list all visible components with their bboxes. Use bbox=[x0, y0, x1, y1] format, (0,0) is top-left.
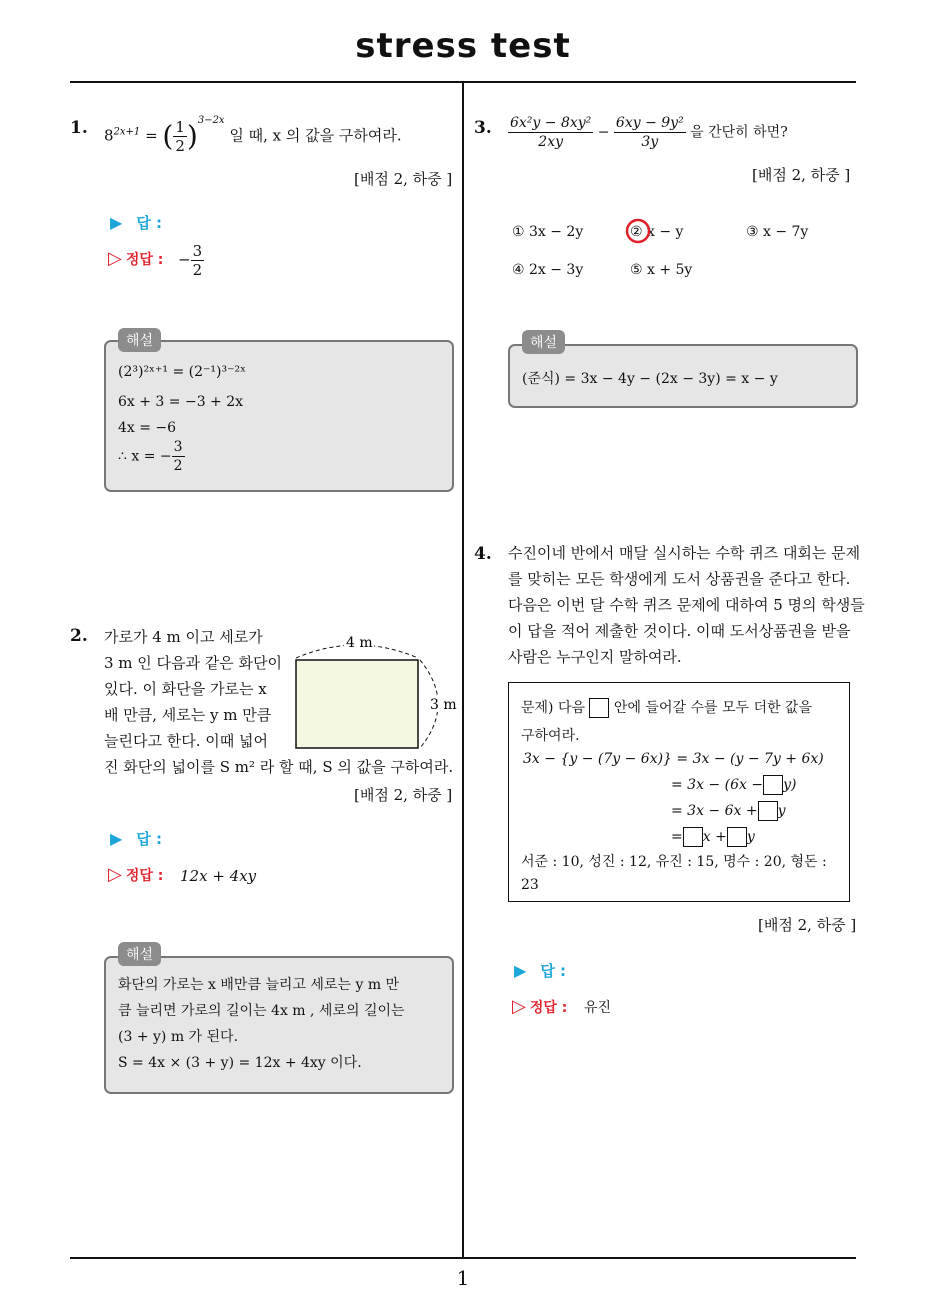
exp-q2-line-2: 큼 늘리면 가로의 길이는 4x m , 세로의 길이는 bbox=[118, 1003, 405, 1019]
exp-q1-line-2: 6x + 3 = −3 + 2x bbox=[118, 394, 244, 410]
problem-box bbox=[508, 682, 850, 902]
explanation-tag-q2: 해설 bbox=[118, 942, 161, 966]
outline-triangle-icon: ▷ bbox=[108, 864, 122, 885]
question-2-line-6: 진 화단의 넓이를 S m² 라 할 때, S 의 값을 구하여라. bbox=[104, 758, 454, 776]
triangle-icon: ▶ bbox=[110, 213, 123, 232]
question-number-3: 3. bbox=[474, 118, 492, 138]
question-4-line-1: 수진이네 반에서 매달 실시하는 수학 퀴즈 대회는 문제 bbox=[508, 544, 861, 562]
blank-box bbox=[727, 827, 747, 847]
outline-triangle-icon: ▷ bbox=[108, 248, 122, 269]
correct-label-q2: ▷ 정답 : bbox=[108, 864, 164, 885]
score-q4: [배점 2, 하중 ] bbox=[758, 916, 857, 934]
problem-eq-1: 3x − {y − (7y − 6x)} = 3x − (y − 7y + 6x) bbox=[523, 751, 824, 767]
question-1-text: $8^{2x+1}$ = ( $\frac{1}{2}$ )$^{3-2x}$ 일 때, x 의 값을 구하여라. bbox=[104, 114, 402, 155]
correct-answer-q1: − $\frac{3}{2}$ bbox=[178, 242, 203, 279]
footer-rule bbox=[70, 1257, 856, 1259]
exp-q1-line-1: (2³)²ˣ⁺¹ = (2⁻¹)³⁻²ˣ bbox=[118, 364, 247, 380]
problem-eq-4: = x + y bbox=[671, 829, 755, 845]
triangle-icon: ▶ bbox=[110, 829, 123, 848]
students-line-1: 서준 : 10, 성진 : 12, 유진 : 15, 명수 : 20, 형돈 : bbox=[521, 854, 827, 870]
answer-label-q2: ▶ 답 : bbox=[110, 829, 163, 848]
blank-box bbox=[763, 775, 783, 795]
score-q2: [배점 2, 하중 ] bbox=[354, 786, 453, 804]
correct-label-q1: ▷ 정답 : bbox=[108, 248, 164, 269]
explanation-box-q2 bbox=[104, 956, 454, 1094]
choice-5[interactable]: ⑤ x + 5y bbox=[630, 262, 693, 278]
choice-1[interactable]: ① 3x − 2y bbox=[512, 224, 584, 240]
choice-3[interactable]: ③ x − 7y bbox=[746, 224, 809, 240]
question-2-line-2: 3 m 인 다음과 같은 화단이 bbox=[104, 654, 283, 672]
triangle-icon: ▶ bbox=[514, 961, 527, 980]
answer-label-q1: ▶ 답 : bbox=[110, 213, 163, 232]
page-number: 1 bbox=[456, 1266, 470, 1290]
page-title: stress test bbox=[355, 26, 571, 66]
problem-eq-3: = 3x − 6x + y bbox=[671, 803, 786, 819]
question-4-line-4: 이 답을 적어 제출한 것이다. 이때 도서상품권을 받을 bbox=[508, 622, 851, 640]
exp-q1-line-3: 4x = −6 bbox=[118, 420, 177, 436]
question-2-line-4: 배 만큼, 세로는 y m 만큼 bbox=[104, 706, 272, 724]
choice-4[interactable]: ④ 2x − 3y bbox=[512, 262, 584, 278]
question-2-line-5: 늘린다고 한다. 이때 넓어 bbox=[104, 732, 268, 750]
exp-q2-line-4: S = 4x × (3 + y) = 12x + 4xy 이다. bbox=[118, 1055, 362, 1071]
score-q3: [배점 2, 하중 ] bbox=[752, 166, 851, 184]
problem-line-2: 구하여라. bbox=[521, 728, 580, 744]
question-4-line-2: 를 맞히는 모든 학생에게 도서 상품권을 준다고 한다. bbox=[508, 570, 851, 588]
exp-q2-line-3: (3 + y) m 가 된다. bbox=[118, 1029, 239, 1045]
blank-box bbox=[683, 827, 703, 847]
garden-figure bbox=[288, 630, 458, 756]
height-label: 3 m bbox=[430, 697, 457, 713]
explanation-tag-q3: 해설 bbox=[522, 330, 565, 354]
explanation-box-q1 bbox=[104, 340, 454, 492]
column-divider bbox=[462, 82, 464, 1258]
question-number-4: 4. bbox=[474, 544, 492, 564]
exp-q1-line-4: ∴ x = − $\frac{3}{2}$ bbox=[118, 439, 183, 474]
correct-answer-q4: 유진 bbox=[584, 1000, 612, 1016]
question-number-1: 1. bbox=[70, 118, 88, 138]
blank-box bbox=[758, 801, 778, 821]
width-label: 4 m bbox=[346, 635, 373, 651]
correct-label-q4: ▷ 정답 : bbox=[512, 996, 568, 1017]
question-4-line-5: 사람은 누구인지 말하여라. bbox=[508, 648, 682, 666]
question-4-line-3: 다음은 이번 달 수학 퀴즈 문제에 대하여 5 명의 학생들 bbox=[508, 596, 865, 614]
exp-q2-line-1: 화단의 가로는 x 배만큼 늘리고 세로는 y m 만 bbox=[118, 977, 400, 993]
problem-line-1: 문제) 다음 안에 들어갈 수를 모두 더한 값을 bbox=[521, 700, 812, 716]
selected-circle-icon bbox=[623, 216, 653, 246]
score-q1: [배점 2, 하중 ] bbox=[354, 170, 453, 188]
selected-circle bbox=[627, 220, 649, 242]
outline-triangle-icon: ▷ bbox=[512, 996, 526, 1017]
problem-eq-2: = 3x − (6x − y) bbox=[671, 777, 797, 793]
question-2-line-3: 있다. 이 화단을 가로는 x bbox=[104, 680, 267, 698]
garden-rect bbox=[296, 660, 418, 748]
blank-box bbox=[589, 698, 609, 718]
students-line-2: 23 bbox=[521, 877, 539, 893]
explanation-tag-q1: 해설 bbox=[118, 328, 161, 352]
question-3-text: $\frac{\text{6x²y − 8xy²}}{2xy}$ − $\frac{\text{6xy − 9y²}}{3y}$ 을 간단히 하면? bbox=[510, 115, 788, 150]
exp-q3-line-1: (준식) = 3x − 4y − (2x − 3y) = x − y bbox=[522, 371, 778, 387]
question-number-2: 2. bbox=[70, 626, 88, 646]
correct-answer-q2: 12x + 4xy bbox=[180, 867, 257, 885]
question-2-line-1: 가로가 4 m 이고 세로가 bbox=[104, 628, 263, 646]
answer-label-q4: ▶ 답 : bbox=[514, 961, 567, 980]
choice-2[interactable]: ② x − y bbox=[630, 224, 684, 240]
